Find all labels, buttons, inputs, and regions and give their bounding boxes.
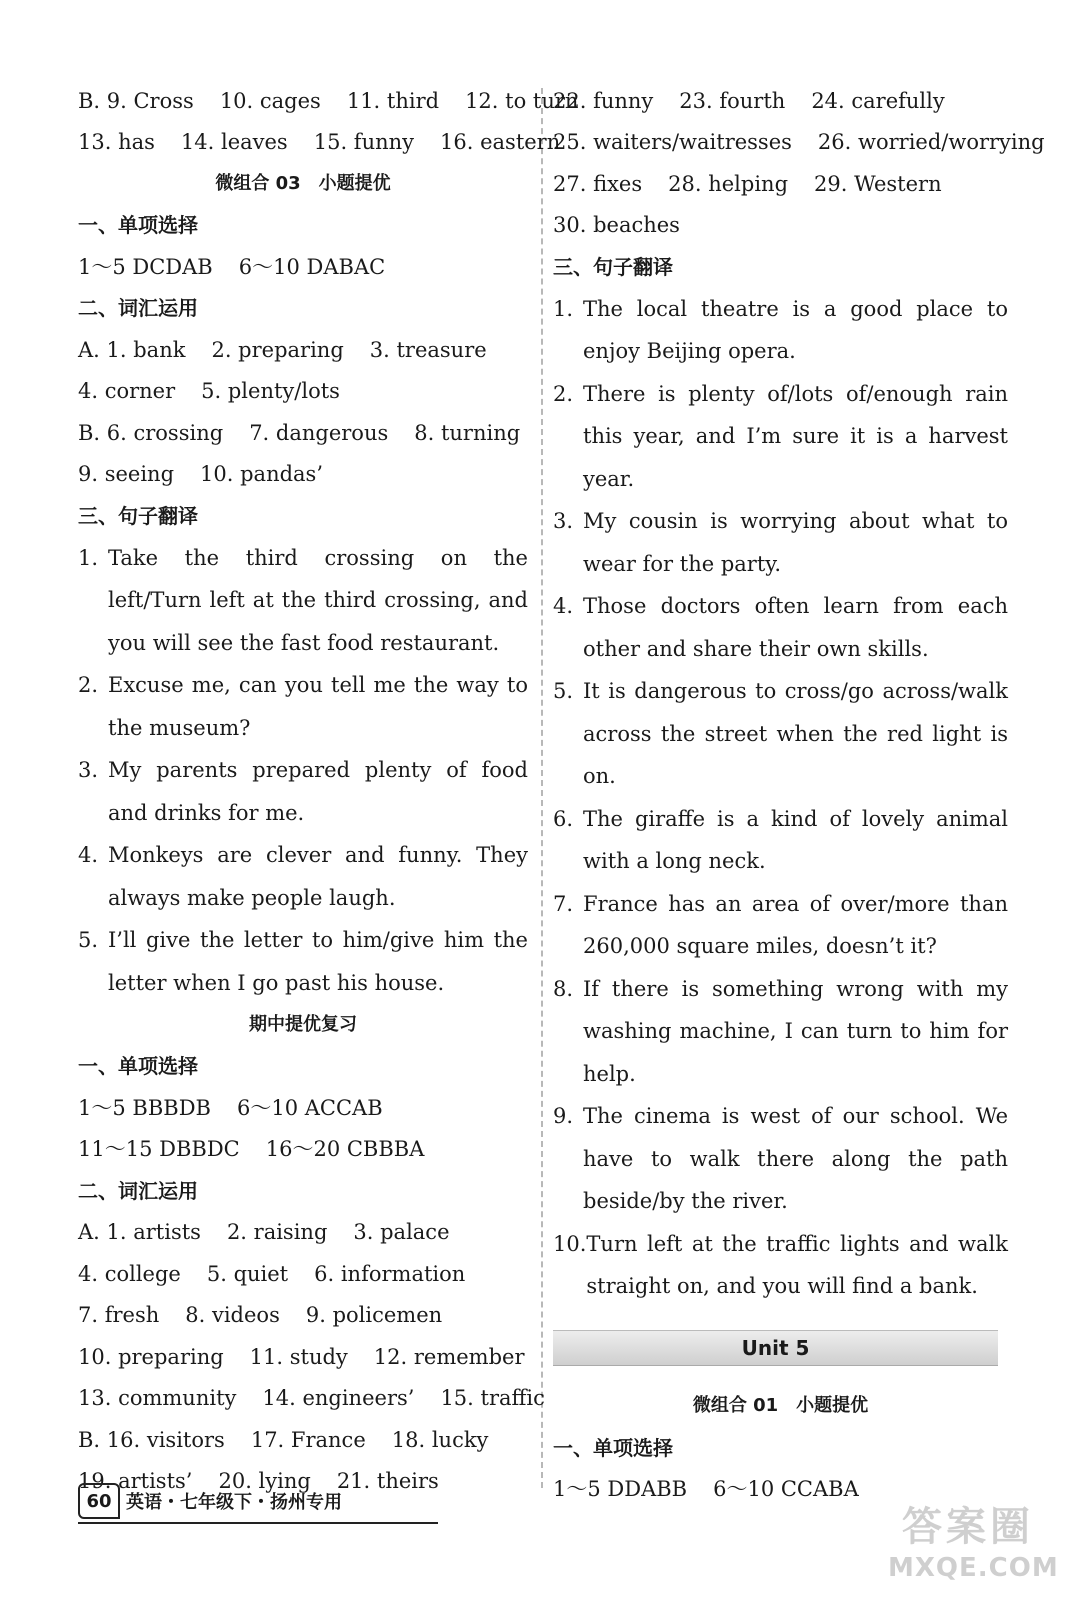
answer-row: B. 6. crossing 7. dangerous 8. turning [78,420,521,445]
column-divider [541,88,543,1488]
group-heading-01: 微组合 01 小题提优 [692,1395,869,1417]
translation-item: 3. My parents prepared plenty of food and drinks for me. [78,758,528,825]
translation-item: 9. The cinema is west of our school. We have to walk there along the path beside/by the river. [553,1104,1008,1213]
group-heading-03: 微组合 03 小题提优 [215,172,391,194]
answer-row: 7. fresh 8. videos 9. policemen [78,1303,443,1328]
answer-row: 19. artists’ 20. lying 21. theirs [78,1469,439,1494]
section-title: 一、单项选择 [553,1435,673,1460]
answer-row: B. 16. visitors 17. France 18. lucky [78,1427,489,1452]
answer-row: 1～5 DDABB 6～10 CCABA [553,1477,859,1502]
translation-item: 8. If there is something wrong with my washing machine, I can turn to him for help. [553,976,1008,1086]
translation-item: 6. The giraffe is a kind of lovely animal with a long neck. [553,806,1008,873]
page-footer [78,1480,438,1524]
section-title: 一、单项选择 [78,1054,198,1079]
right-column [553,80,1045,1510]
answer-row: 1～5 BBBDB 6～10 ACCAB [78,1095,383,1120]
answer-row: 9. seeing 10. pandas’ [78,462,324,487]
answer-row: B. 9. Cross 10. cages 11. third 12. to turn [78,88,579,113]
translation-item: 10. Turn left at the traffic lights and walk straight on, and you will find a bank. [553,1231,1008,1298]
answer-row: 10. preparing 11. study 12. remember [78,1344,525,1369]
section-title: 三、句子翻译 [78,503,198,528]
answer-row: 4. college 5. quiet 6. information [78,1261,466,1286]
answer-row: 1～5 DCDAB 6～10 DABAC [78,254,386,279]
section-title: 三、句子翻译 [553,254,673,279]
answer-row: 25. waiters/waitresses 26. worried/worrying [553,130,1045,155]
answer-row: 22. funny 23. fourth 24. carefully [553,88,945,113]
left-column [78,80,579,1502]
translation-item: 1. Take the third crossing on the left/Turn left at the third crossing, and you will see the fast food restaurant. [78,545,528,655]
answer-row: A. 1. bank 2. preparing 3. treasure [78,337,487,362]
translation-item: 2. There is plenty of/lots of/enough rain this year, and I’m sure it is a harvest year. [553,381,1008,491]
section-title: 一、单项选择 [78,213,198,238]
watermark-url: MXQE.COM [888,1553,1059,1583]
translation-item: 4. Monkeys are clever and funny. They always make people laugh. [78,843,528,910]
book-label: 英语・七年级下・扬州专用 [126,1492,342,1513]
translation-item: 2. Excuse me, can you tell me the way to the museum? [78,673,528,740]
translation-item: 1. The local theatre is a good place to enjoy Beijing opera. [553,296,1008,363]
translation-item: 5. I’ll give the letter to him/give him the letter when I go past his house. [78,928,528,995]
answer-row: 11～15 DBBDC 16～20 CBBBA [78,1137,425,1162]
section-title: 二、词汇运用 [78,296,198,321]
unit-title-bar: Unit 5 [553,1330,998,1366]
answer-row: 30. beaches [553,213,680,238]
page-number: 60 [78,1483,120,1519]
watermark [888,1500,1059,1588]
translation-item: 7. France has an area of over/more than 260,000 square miles, doesn’t it? [553,891,1008,958]
answer-row: A. 1. artists 2. raising 3. palace [78,1220,450,1245]
answer-row: 27. fixes 28. helping 29. Western [553,171,942,196]
translation-item: 5. It is dangerous to cross/go across/walk across the street when the red light is on. [553,679,1008,788]
answer-row: 4. corner 5. plenty/lots [78,379,340,404]
midterm-heading: 期中提优复习 [249,1013,357,1035]
translation-item: 4. Those doctors often learn from each other and share their own skills. [553,594,1008,661]
answer-row: 13. community 14. engineers’ 15. traffic [78,1386,545,1411]
section-title: 二、词汇运用 [78,1178,198,1203]
watermark-logo-text: 答案圈 [902,1504,1034,1550]
translation-item: 3. My cousin is worrying about what to wear for the party. [553,509,1008,576]
answer-row: 13. has 14. leaves 15. funny 16. eastern [78,130,561,155]
